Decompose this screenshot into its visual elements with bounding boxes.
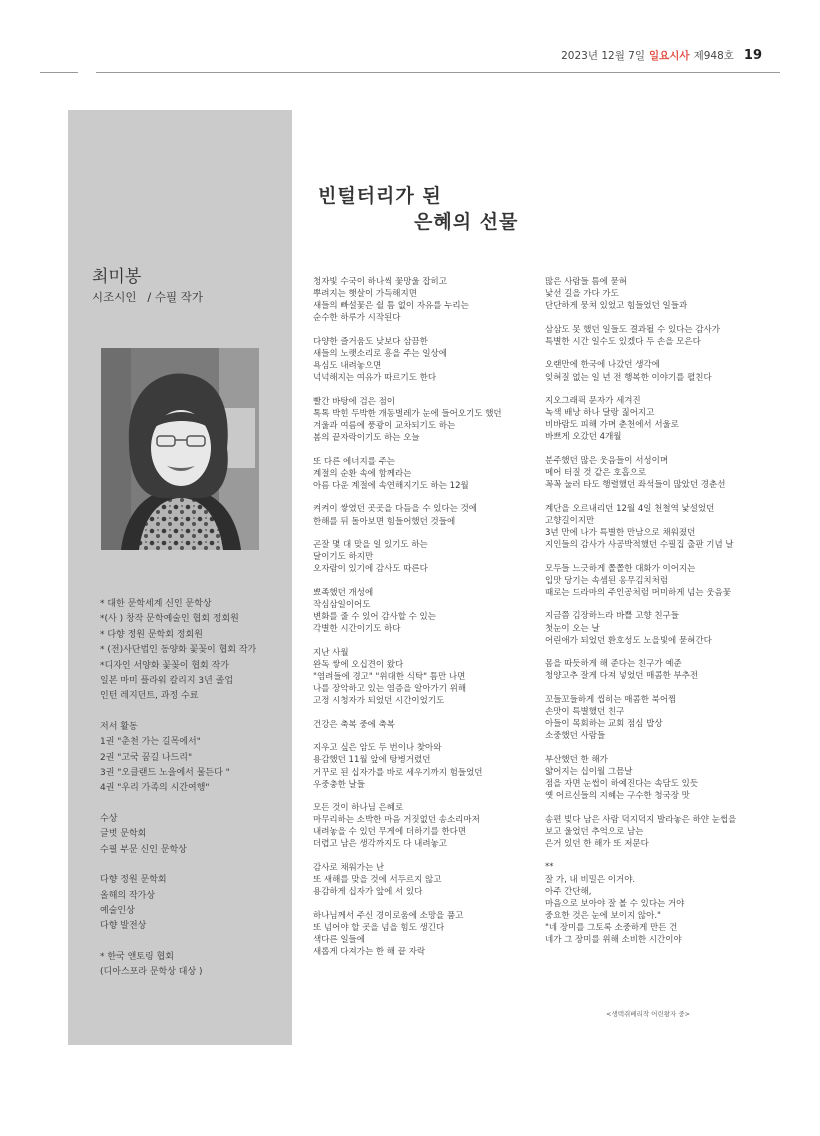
issue-number: 제948호 (693, 50, 734, 62)
poem-line: 오랜만에 한국에 나갔던 생각에 (545, 360, 660, 371)
poem-title-line2: 은혜의 선물 (414, 211, 519, 233)
poem-line: 단단하게 뭉쳐 있었고 힘들었던 일들과 (545, 301, 688, 312)
poem-line: 감사로 채워가는 난 (313, 863, 385, 874)
poem-line: 3년 만에 나가 특별한 만남으로 채워졌던 (545, 528, 696, 538)
poem-line: 비바람도 피해 가며 춘천에서 서울로 (545, 420, 679, 431)
bio-group (100, 950, 290, 981)
poem-line: 각별한 시간이기도 하다 (313, 624, 401, 635)
poem-line: 용감하게 십자가 앞에 서 있다 (313, 887, 423, 898)
author-portrait-image (101, 348, 259, 550)
poem-line: 뾰족했던 개성에 (313, 587, 374, 598)
poem-line: 입맛 당기는 속셈된 옹무김치처럼 (545, 575, 669, 586)
poem-stanza (545, 324, 775, 348)
poem-line: 또 넘어야 할 곳을 넘을 힘도 생긴다 (313, 922, 445, 933)
poem-line: 우중충한 날들 (313, 779, 365, 790)
poem-stanza (545, 861, 775, 946)
poem-line: 잘 가, 내 비밀은 이거야. (545, 874, 636, 885)
bio-line: *(사 ) 창작 문학예술인 협회 정회원 (100, 614, 239, 625)
poem-line: 새들의 빠설꽃은 쉴 틈 없이 자유를 누리는 (313, 301, 469, 312)
poem-stanza (313, 396, 518, 444)
poem-line: 또 새해를 맞을 것에 서두르지 않고 (313, 875, 442, 886)
poem-line: 많은 사람들 틈에 묻혀 (545, 277, 628, 287)
poem-line: 아주 간단해, (545, 886, 592, 897)
poem-line: 지금쯤 김장하느라 바쁠 고향 친구들 (545, 611, 679, 622)
poem-line: 몸을 따듯하게 해 준다는 친구가 예준 (545, 659, 682, 670)
author-bio (100, 597, 290, 981)
author-sidebar (68, 110, 292, 1045)
poem-line: ** (545, 862, 554, 873)
poem-line: 거꾸로 된 십자가를 바로 세우기까지 험들었던 (313, 767, 483, 778)
poem-line: 또 다른 에너지를 주는 (313, 456, 396, 467)
poem-line: 송편 빚다 남은 사람 덕지덕지 발라놓은 하얀 눈썹을 (545, 814, 737, 825)
poem-line: 얇어지는 십이월 그믐날 (545, 766, 633, 777)
poem-column-left (313, 276, 518, 970)
poem-stanza (313, 587, 518, 635)
poem-line: 새들의 노랫소리로 흥을 주는 일상에 (313, 348, 447, 359)
poem-stanza (313, 456, 518, 492)
bio-line: * 한국 앤토링 협회 (100, 951, 174, 962)
header-rule (96, 72, 780, 73)
poem-stanza (313, 742, 518, 790)
poem-line: 톡톡 박힌 두박한 개동벌레가 눈에 들어오기도 했던 (313, 408, 502, 419)
poem-stanza (545, 658, 775, 682)
poem-line: 색다른 일들에 (313, 935, 365, 946)
poem-line: 켜켜이 쌓였던 곳곳을 다듬을 수 있다는 것에 (313, 504, 478, 515)
poem-line: 완독 쌓에 오십견이 왔다 (313, 659, 404, 670)
poem-stanza (545, 754, 775, 802)
bio-line: 수필 부문 신인 문학상 (100, 844, 187, 855)
bio-line: 예술인상 (100, 905, 135, 916)
poem-stanza (313, 276, 518, 324)
poem-line: 어린애가 되었던 환호성도 노을빛에 묻혀간다 (545, 635, 712, 646)
poem-line: 순수한 하루가 시작된다 (313, 313, 401, 324)
poem-line: 지인들의 감사가 사공박적했던 수필집 출판 기념 날 (545, 540, 734, 551)
poem-line: 모든 것이 하나님 은혜로 (313, 803, 404, 814)
bio-line: 2권 "고국 꿈길 나드리" (100, 752, 193, 763)
bio-line: 1권 "춘천 가는 길목에서" (100, 737, 201, 748)
poem-line: 아름 다운 계절에 속연해지기도 하는 12월 (313, 480, 469, 491)
bio-line: * 다향 정원 문학회 정회원 (100, 629, 203, 640)
poem-line: "염려들에 경고" "위대한 식탁" 틈만 나면 (313, 671, 466, 682)
poem-line: 꼬들꼬들하게 씹히는 매콤한 북어찜 (545, 694, 677, 705)
bio-line: *디자인 서양화 꽃꽂이 협회 작가 (100, 660, 229, 671)
poem-line: 옛 어르신들의 지혜는 구수한 청국장 맛 (545, 791, 690, 802)
quote-credit: <생텍쥐베리작 어린왕자 중> (606, 1010, 691, 1018)
poem-line: 겨울과 여름에 풍광이 교차되기도 하는 (313, 420, 456, 431)
poem-stanza (545, 359, 775, 383)
bio-group (100, 597, 290, 705)
poem-stanza (313, 910, 518, 958)
poem-line: 바쁘게 오갔던 4개월 (545, 432, 622, 443)
poem-line: 뿌려지는 햇살이 가득해지면 (313, 289, 417, 300)
poem-line: 나를 장악하고 있는 염증을 알아가기 위해 (313, 684, 467, 695)
poem-line: 청자빛 수국이 하나씩 꽃망울 잡히고 (313, 277, 447, 287)
poem-line: 빨간 바탕에 검은 점이 (313, 396, 396, 407)
poem-line: 고향길이지만 (545, 515, 595, 526)
poem-line: 녹색 배낭 하나 달랑 짊어지고 (545, 408, 655, 419)
bio-line: * 대한 문학세계 신인 문학상 (100, 599, 212, 609)
bio-group (100, 812, 290, 858)
bio-line: 저서 활동 (100, 721, 138, 732)
bio-line: (디아스포라 문학상 대상 ) (100, 967, 203, 978)
poem-line: 건강은 축복 중에 축복 (313, 719, 396, 730)
poem-stanza (313, 336, 518, 384)
poem-line: 하나님께서 주신 경이로움에 소망을 품고 (313, 910, 464, 921)
header-rule-left (40, 72, 78, 73)
poem-line: "네 장미를 그토록 소중하게 만든 건 (545, 922, 678, 933)
poem-line: 꼭꼭 눌러 타도 행렬했던 좌석들이 많았던 경춘선 (545, 480, 726, 491)
bio-line: 3권 "오클랜드 노을에서 물든다 " (100, 768, 230, 779)
poem-line: 욕심도 내려놓으면 (313, 361, 382, 372)
poem-line: 손맛이 특별했던 친구 (545, 707, 625, 718)
bio-line: * (전)사단법인 동양화 꽃꽂이 협회 작가 (100, 645, 257, 656)
poem-title-line1: 빈털터리가 된 (318, 185, 442, 207)
poem-line: 때로는 드라마의 주인공처럼 머미하게 넘는 웃음꽃 (545, 587, 731, 598)
poem-line: 계단을 오르내리던 12월 4일 천철역 낯설었던 (545, 503, 715, 514)
poem-line: 점을 자면 눈썹이 하예진다는 속담도 있듯 (545, 779, 699, 789)
poem-line: 중요한 것은 눈에 보이지 않아." (545, 910, 661, 921)
poem-line: 삼삼도 못 했던 일들도 결과될 수 있다는 감사가 (545, 324, 720, 335)
author-role: 시조시인 / 수필 작가 (92, 290, 204, 304)
poem-line: 지우고 싶은 암도 두 번이나 찾아와 (313, 743, 442, 754)
poem-line: 곤잘 몇 대 맞을 일 있기도 하는 (313, 540, 428, 551)
poem-stanza (313, 647, 518, 707)
poem-line: 네가 그 장미를 위해 소비한 시간이야 (545, 935, 682, 946)
poem-stanza (545, 395, 775, 443)
bio-line: 일본 마미 플라워 칼리지 3년 졸업 (100, 676, 234, 687)
bio-line: 글벗 문학회 (100, 829, 147, 840)
poem-stanza (313, 862, 518, 898)
poem-stanza (545, 814, 775, 850)
poem-line: 청양고추 잘게 다져 넣었던 매콤한 부추전 (545, 671, 699, 682)
poem-line: 한해를 뒤 돌아보면 힘들어했던 것들에 (313, 516, 456, 527)
poem-line: 새롭게 다져가는 한 해 끝 자락 (313, 947, 426, 958)
poem-line: 고정 시청자가 되었던 시간이었기도 (313, 696, 445, 707)
bio-group (100, 720, 290, 797)
poem-stanza (545, 694, 775, 742)
poem-line: 메어 터질 것 같은 호흡으로 (545, 468, 647, 479)
bio-line: 올해의 작가상 (100, 890, 156, 901)
bio-line: 다향 정원 문학회 (100, 875, 167, 886)
poem-line: 봄의 끝자락이기도 하는 오늘 (313, 433, 420, 444)
poem-line: 더렵고 남은 생각까지도 다 내려놓고 (313, 839, 447, 850)
poem-line: 마무리하는 소박한 마음 거짓없던 송소리마저 (313, 815, 480, 826)
poem-line: 잊혀질 없는 일 년 전 행복한 이야기를 펼친다 (545, 372, 712, 383)
issue-date: 2023년 12월 7일 (561, 50, 645, 62)
page-number: 19 (743, 48, 762, 63)
poem-stanza (545, 455, 775, 491)
poem-line: 첫눈이 오는 날 (545, 623, 600, 634)
poem-stanza (313, 802, 518, 850)
poem-line: 은거 있던 한 해가 또 저문다 (545, 838, 649, 849)
bio-line: 4권 "우리 가족의 시간여행" (100, 783, 210, 794)
poem-column-right (545, 276, 775, 958)
poem-stanza (313, 503, 518, 527)
poem-line: 계절의 순환 속에 함께라는 (313, 468, 412, 479)
poem-line: 모두들 느긋하게 쫄쫄한 대화가 이어지는 (545, 563, 696, 574)
page-header (561, 48, 762, 63)
poem-line: 낯선 길을 가다 가도 (545, 289, 619, 300)
poem-line: 작심삼일이어도 (313, 599, 371, 610)
poem-line: 소중했던 사람들 (545, 731, 606, 742)
poem-line: 아들이 목회하는 교회 점심 밥상 (545, 719, 663, 730)
poem-line: 분주했던 많은 웃음들이 서성이며 (545, 456, 669, 467)
poem-line: 넉넉해지는 여유가 따르기도 한다 (313, 373, 437, 384)
author-photo (101, 348, 259, 550)
poem-stanza (545, 610, 775, 646)
bio-group (100, 873, 290, 935)
bio-line: 인턴 레지던트, 과정 수료 (100, 691, 199, 702)
poem-stanza (545, 563, 775, 599)
poem-stanza (313, 719, 518, 731)
poem-line: 지오그래픽 문자가 세겨진 (545, 396, 641, 407)
poem-stanza (545, 503, 775, 551)
poem-line: 내려놓을 수 있던 무게에 더하기를 한다면 (313, 827, 467, 838)
poem-line: 특별한 시간 일수도 있겠다 두 손을 모은다 (545, 336, 701, 347)
poem-line: 지난 사월 (313, 647, 349, 658)
poem-line: 용감했던 11월 앞에 탕병거렸던 (313, 755, 431, 766)
poem-line: 부산했던 한 해가 (545, 754, 608, 765)
poem-line: 변화를 줄 수 있어 감사할 수 있는 (313, 612, 436, 623)
poem-line: 보고 울었던 추억으로 남는 (545, 826, 644, 837)
poem-stanza (545, 276, 775, 312)
publication-name: 일요시사 (649, 50, 690, 62)
bio-line: 수상 (100, 813, 118, 824)
poem-line: 달이기도 하지만 (313, 552, 374, 563)
poem-line: 마음으로 보아야 잘 볼 수 있다는 거야 (545, 898, 685, 909)
poem-line: 오자람이 있기에 감사도 따른다 (313, 564, 428, 575)
author-name: 최미봉 (92, 267, 142, 287)
poem-stanza (313, 539, 518, 575)
bio-line: 다향 발전상 (100, 921, 147, 932)
poem-line: 다양한 즐거움도 낮보다 삼끔한 (313, 336, 428, 347)
